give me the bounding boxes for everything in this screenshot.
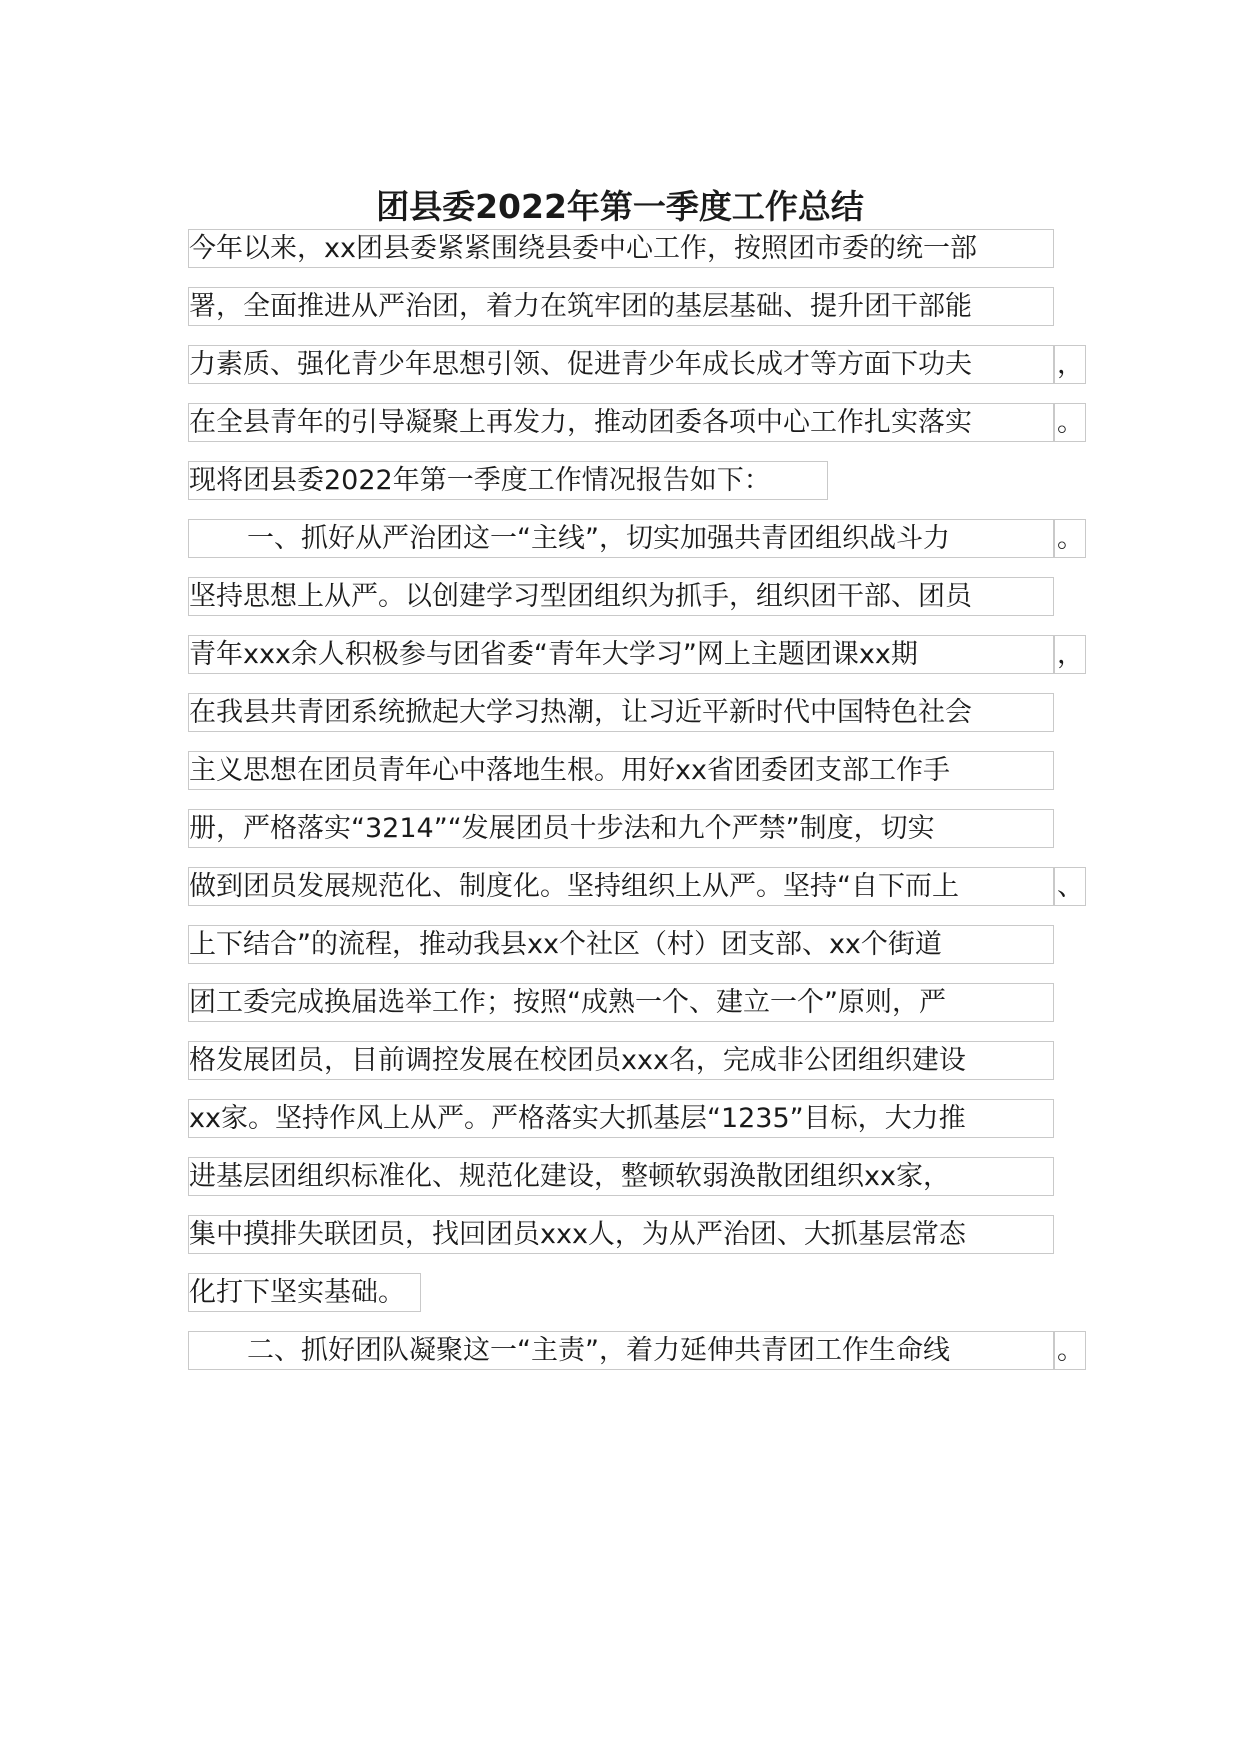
- document-title: 团县委2022年第一季度工作总结: [376, 187, 864, 226]
- text-line: 署，全面推进从严治团，着力在筑牢团的基层基础、提升团干部能: [188, 287, 1054, 326]
- overflow-punctuation: 。: [1054, 519, 1086, 558]
- overflow-punctuation: 。: [1054, 403, 1086, 442]
- text-line: 坚持思想上从严。以创建学习型团组织为抓手，组织团干部、团员: [188, 577, 1054, 616]
- text-line: 进基层团组织标准化、规范化建设，整顿软弱涣散团组织xx家，: [188, 1157, 1054, 1196]
- text-line: 上下结合”的流程，推动我县xx个社区（村）团支部、xx个街道: [188, 925, 1054, 964]
- section-heading-text: 二、抓好团队凝聚这一“主责”，着力延伸共青团工作生命线: [247, 1335, 950, 1366]
- text-line: xx家。坚持作风上从严。严格落实大抓基层“1235”目标，大力推: [188, 1099, 1054, 1138]
- overflow-punctuation: ，: [1054, 635, 1086, 674]
- text-line: 做到团员发展规范化、制度化。坚持组织上从严。坚持“自下而上: [188, 867, 1054, 906]
- text-line: 在我县共青团系统掀起大学习热潮，让习近平新时代中国特色社会: [188, 693, 1054, 732]
- overflow-punctuation: 。: [1054, 1331, 1086, 1370]
- text-line: 在全县青年的引导凝聚上再发力，推动团委各项中心工作扎实落实: [188, 403, 1054, 442]
- text-line: 现将团县委2022年第一季度工作情况报告如下：: [188, 461, 828, 500]
- overflow-punctuation: 、: [1054, 867, 1086, 906]
- text-line: 化打下坚实基础。: [188, 1273, 421, 1312]
- text-line: 主义思想在团员青年心中落地生根。用好xx省团委团支部工作手: [188, 751, 1054, 790]
- text-line: 团工委完成换届选举工作；按照“成熟一个、建立一个”原则，严: [188, 983, 1054, 1022]
- text-line: 力素质、强化青少年思想引领、促进青少年成长成才等方面下功夫: [188, 345, 1054, 384]
- section-heading-line: [188, 519, 1054, 558]
- section-heading-text: 一、抓好从严治团这一“主线”，切实加强共青团组织战斗力: [247, 523, 950, 554]
- text-line: 今年以来，xx团县委紧紧围绕县委中心工作，按照团市委的统一部: [188, 229, 1054, 268]
- text-line: 集中摸排失联团员，找回团员xxx人，为从严治团、大抓基层常态: [188, 1215, 1054, 1254]
- text-line: 册，严格落实“3214”“发展团员十步法和九个严禁”制度，切实: [188, 809, 1054, 848]
- overflow-punctuation: ，: [1054, 345, 1086, 384]
- section-heading-line: [188, 1331, 1054, 1370]
- text-line: 格发展团员，目前调控发展在校团员xxx名，完成非公团组织建设: [188, 1041, 1054, 1080]
- text-line: 青年xxx余人积极参与团省委“青年大学习”网上主题团课xx期: [188, 635, 1054, 674]
